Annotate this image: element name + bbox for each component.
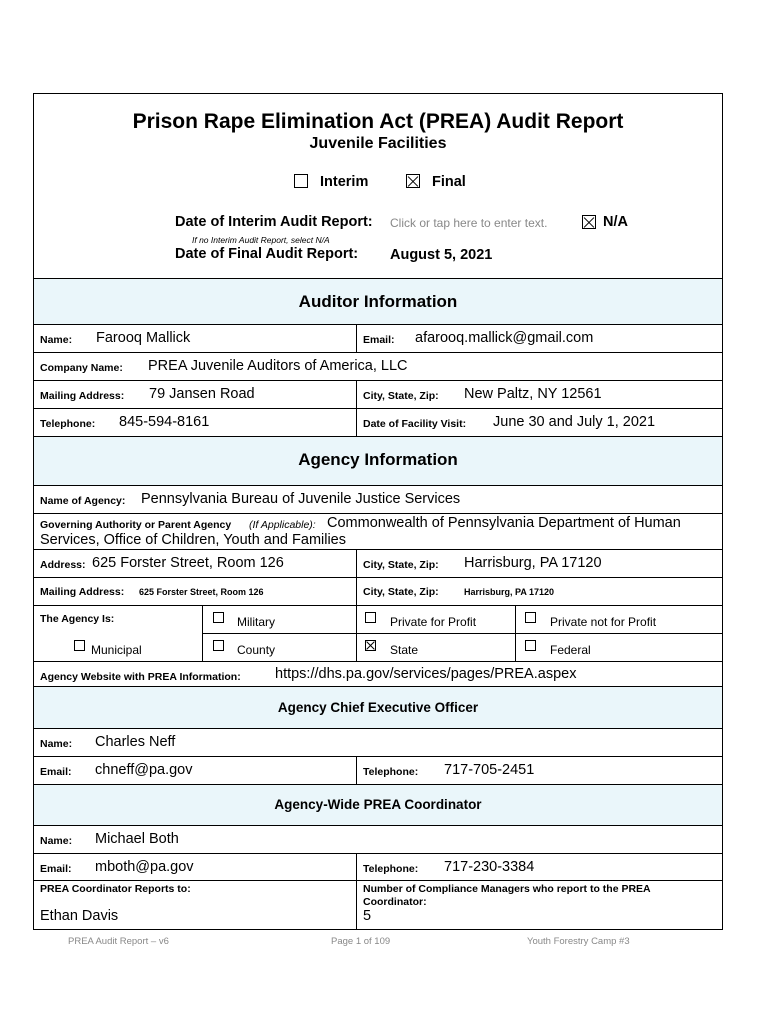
type-private-nonprofit-checkbox[interactable] — [525, 612, 536, 623]
agency-mailing-csz-label: City, State, Zip: — [363, 586, 439, 598]
coordinator-reports-to[interactable]: Ethan Davis — [40, 908, 119, 924]
agency-mailing-csz[interactable]: Harrisburg, PA 17120 — [464, 587, 555, 597]
coordinator-email-label: Email: — [40, 863, 72, 875]
agency-address[interactable]: 625 Forster Street, Room 126 — [92, 555, 284, 571]
interim-date-label: Date of Interim Audit Report: — [175, 214, 373, 230]
type-municipal-label: Municipal — [91, 643, 142, 657]
auditor-email[interactable]: afarooq.mallick@gmail.com — [415, 330, 594, 346]
agency-gov-line2[interactable]: Services, Office of Children, Youth and Families — [40, 532, 347, 548]
na-checkbox[interactable] — [582, 215, 596, 229]
agency-name[interactable]: Pennsylvania Bureau of Juvenile Justice Services — [141, 491, 461, 507]
agency-website[interactable]: https://dhs.pa.gov/services/pages/PREA.aspex — [275, 666, 577, 682]
auditor-phone-label: Telephone: — [40, 418, 96, 430]
type-county-label: County — [237, 643, 276, 657]
auditor-email-label: Email: — [363, 334, 395, 346]
agency-mailing-label: Mailing Address: — [40, 586, 125, 598]
agency-address-label: Address: — [40, 559, 86, 571]
agency-name-label: Name of Agency: — [40, 495, 126, 507]
type-private-nonprofit-label: Private not for Profit — [550, 615, 657, 629]
auditor-section-title: Auditor Information — [298, 292, 458, 311]
agency-gov-line1[interactable]: Commonwealth of Pennsylvania Department of Human — [327, 515, 681, 531]
interim-date-input[interactable]: Click or tap here to enter text. — [390, 216, 548, 230]
ceo-name-label: Name: — [40, 738, 73, 750]
type-military-label: Military — [237, 615, 275, 629]
agency-csz[interactable]: Harrisburg, PA 17120 — [464, 555, 602, 571]
coordinator-name-label: Name: — [40, 835, 73, 847]
auditor-phone[interactable]: 845-594-8161 — [119, 414, 210, 430]
coordinator-phone-label: Telephone: — [363, 863, 419, 875]
na-label: N/A — [603, 214, 628, 230]
type-municipal-checkbox[interactable] — [74, 640, 85, 651]
type-private-profit-label: Private for Profit — [390, 615, 477, 629]
ceo-name[interactable]: Charles Neff — [95, 734, 176, 750]
auditor-visit[interactable]: June 30 and July 1, 2021 — [493, 414, 656, 430]
agency-csz-label: City, State, Zip: — [363, 559, 439, 571]
type-county-checkbox[interactable] — [213, 640, 224, 651]
auditor-company-label: Company Name: — [40, 362, 123, 374]
auditor-name[interactable]: Farooq Mallick — [96, 330, 191, 346]
ceo-email[interactable]: chneff@pa.gov — [95, 762, 193, 778]
coordinator-name[interactable]: Michael Both — [95, 831, 179, 847]
type-federal-label: Federal — [550, 643, 591, 657]
agency-website-label: Agency Website with PREA Information: — [40, 671, 241, 683]
page-title: Prison Rape Elimination Act (PREA) Audit Report — [132, 110, 624, 133]
auditor-csz-label: City, State, Zip: — [363, 390, 439, 402]
coordinator-reports-to-label: PREA Coordinator Reports to: — [40, 883, 191, 895]
audit-report-form — [33, 93, 723, 930]
agency-gov-label: Governing Authority or Parent Agency — [40, 519, 232, 531]
interim-note: If no Interim Audit Report, select N/A — [192, 235, 330, 245]
footer-page-number: Page 1 of 109 — [331, 936, 391, 947]
footer-version: PREA Audit Report – v6 — [68, 936, 169, 947]
auditor-csz[interactable]: New Paltz, NY 12561 — [464, 386, 602, 402]
ceo-phone-label: Telephone: — [363, 766, 419, 778]
final-date-value[interactable]: August 5, 2021 — [390, 247, 493, 263]
coordinator-phone[interactable]: 717-230-3384 — [444, 859, 535, 875]
type-private-profit-checkbox[interactable] — [365, 612, 376, 623]
ceo-section-title: Agency Chief Executive Officer — [277, 700, 479, 715]
agency-gov-note: (If Applicable): — [249, 519, 316, 531]
final-checkbox[interactable] — [406, 174, 420, 188]
auditor-name-label: Name: — [40, 334, 73, 346]
type-state-label: State — [390, 643, 419, 657]
auditor-mailing[interactable]: 79 Jansen Road — [149, 386, 255, 402]
auditor-company[interactable]: PREA Juvenile Auditors of America, LLC — [148, 358, 408, 374]
ceo-phone[interactable]: 717-705-2451 — [444, 762, 535, 778]
type-federal-checkbox[interactable] — [525, 640, 536, 651]
agency-type-label: The Agency Is: — [40, 613, 115, 625]
coordinator-managers[interactable]: 5 — [363, 908, 372, 924]
final-date-label: Date of Final Audit Report: — [175, 246, 359, 262]
final-label: Final — [432, 174, 466, 190]
auditor-mailing-label: Mailing Address: — [40, 390, 125, 402]
coordinator-section-title: Agency-Wide PREA Coordinator — [274, 797, 482, 812]
coordinator-managers-label-2: Coordinator: — [363, 896, 427, 908]
footer-facility-name: Youth Forestry Camp #3 — [527, 936, 630, 947]
ceo-email-label: Email: — [40, 766, 72, 778]
type-military-checkbox[interactable] — [213, 612, 224, 623]
coordinator-managers-label-1: Number of Compliance Managers who report to the PREA — [363, 883, 651, 895]
page-subtitle: Juvenile Facilities — [309, 135, 447, 152]
agency-section-title: Agency Information — [298, 450, 458, 469]
interim-checkbox[interactable] — [294, 174, 308, 188]
type-state-checkbox[interactable] — [365, 640, 376, 651]
auditor-visit-label: Date of Facility Visit: — [363, 418, 467, 430]
agency-mailing[interactable]: 625 Forster Street, Room 126 — [139, 587, 264, 597]
interim-label: Interim — [320, 174, 369, 190]
coordinator-email[interactable]: mboth@pa.gov — [95, 859, 194, 875]
